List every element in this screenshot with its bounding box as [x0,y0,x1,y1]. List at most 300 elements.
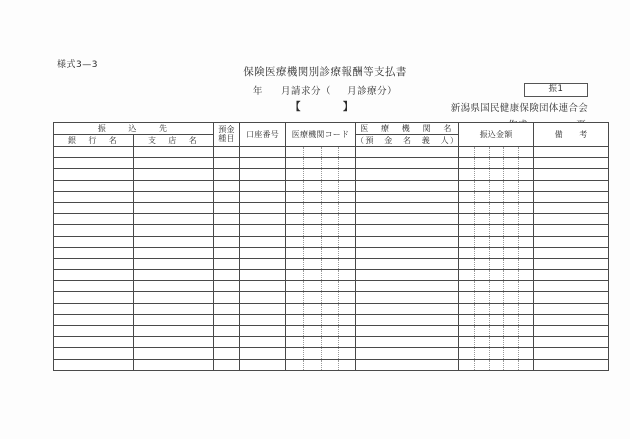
cell-subdividers [286,237,355,247]
cell-remarks[interactable] [534,214,609,225]
cell-branch-name[interactable] [134,202,214,213]
dotted-divider [321,225,322,235]
cell-account-number[interactable] [240,258,286,269]
cell-branch-name[interactable] [134,303,214,314]
cell-transfer-amount[interactable] [459,270,534,281]
cell-remarks[interactable] [534,326,609,337]
cell-transfer-amount[interactable] [459,236,534,247]
cell-branch-name[interactable] [134,169,214,180]
cell-bank-name[interactable] [54,214,134,225]
cell-subdividers [286,315,355,325]
cell-remarks[interactable] [534,169,609,180]
cell-account-number[interactable] [240,281,286,292]
dotted-divider [338,360,339,370]
cell-account-number[interactable] [240,326,286,337]
cell-remarks[interactable] [534,202,609,213]
table-row[interactable] [54,158,609,169]
dotted-divider [474,192,475,202]
dotted-divider [321,169,322,179]
cell-transfer-amount[interactable] [459,348,534,359]
cell-transfer-amount[interactable] [459,202,534,213]
cell-account-number[interactable] [240,158,286,169]
cell-deposit-type[interactable] [214,292,240,303]
table-row[interactable] [54,236,609,247]
cell-subdividers [286,348,355,358]
cell-medical-institution-name[interactable] [356,281,459,292]
dotted-divider [503,147,504,157]
cell-medical-institution-name[interactable] [356,214,459,225]
cell-transfer-amount[interactable] [459,314,534,325]
dotted-divider [321,315,322,325]
cell-bank-name[interactable] [54,169,134,180]
dotted-divider [321,337,322,347]
cell-subdividers [459,259,533,269]
cell-branch-name[interactable] [134,348,214,359]
dotted-divider [338,225,339,235]
cell-bank-name[interactable] [54,191,134,202]
dotted-divider [338,248,339,258]
cell-remarks[interactable] [534,337,609,348]
cell-medical-institution-name[interactable] [356,303,459,314]
cell-bank-name[interactable] [54,147,134,158]
cell-deposit-type[interactable] [214,247,240,258]
cell-medical-institution-code[interactable] [286,337,356,348]
dotted-divider [321,326,322,336]
dotted-divider [518,326,519,336]
dotted-divider [503,304,504,314]
header-branch-name: 支 店 名 [134,135,214,147]
cell-bank-name[interactable] [54,292,134,303]
cell-subdividers [286,158,355,168]
cell-medical-institution-name[interactable] [356,225,459,236]
cell-branch-name[interactable] [134,236,214,247]
cell-account-number[interactable] [240,169,286,180]
cell-medical-institution-code[interactable] [286,236,356,247]
cell-subdividers [459,292,533,302]
dotted-divider [321,158,322,168]
cell-medical-institution-name[interactable] [356,247,459,258]
cell-account-number[interactable] [240,303,286,314]
cell-bank-name[interactable] [54,247,134,258]
table-row[interactable] [54,348,609,359]
cell-transfer-amount[interactable] [459,169,534,180]
dotted-divider [474,169,475,179]
cell-deposit-type[interactable] [214,281,240,292]
stamp-box: 振1 [524,83,588,97]
cell-bank-name[interactable] [54,225,134,236]
cell-bank-name[interactable] [54,359,134,370]
cell-medical-institution-code[interactable] [286,180,356,191]
cell-bank-name[interactable] [54,236,134,247]
cell-branch-name[interactable] [134,314,214,325]
cell-medical-institution-name[interactable] [356,337,459,348]
dotted-divider [489,169,490,179]
cell-medical-institution-name[interactable] [356,359,459,370]
dotted-divider [338,337,339,347]
cell-subdividers [459,169,533,179]
period-year-label: 年 [252,86,263,97]
cell-transfer-amount[interactable] [459,303,534,314]
deposit-type-line1: 預金 [218,125,235,135]
cell-medical-institution-name[interactable] [356,236,459,247]
cell-medical-institution-name[interactable] [356,292,459,303]
cell-medical-institution-code[interactable] [286,258,356,269]
dotted-divider [518,203,519,213]
cell-subdividers [459,315,533,325]
cell-branch-name[interactable] [134,180,214,191]
cell-remarks[interactable] [534,270,609,281]
dotted-divider [503,326,504,336]
cell-subdividers [286,147,355,157]
cell-medical-institution-code[interactable] [286,169,356,180]
dotted-divider [474,281,475,291]
cell-bank-name[interactable] [54,158,134,169]
cell-medical-institution-name[interactable] [356,348,459,359]
cell-medical-institution-code[interactable] [286,158,356,169]
dotted-divider [338,237,339,247]
table-row[interactable] [54,270,609,281]
cell-remarks[interactable] [534,147,609,158]
cell-subdividers [459,237,533,247]
cell-subdividers [286,304,355,314]
cell-remarks[interactable] [534,258,609,269]
cell-medical-institution-name[interactable] [356,258,459,269]
table-row[interactable] [54,225,609,236]
cell-deposit-type[interactable] [214,303,240,314]
dotted-divider [518,181,519,191]
dotted-divider [503,270,504,280]
cell-account-number[interactable] [240,214,286,225]
cell-deposit-type[interactable] [214,314,240,325]
cell-remarks[interactable] [534,180,609,191]
cell-branch-name[interactable] [134,147,214,158]
cell-account-number[interactable] [240,270,286,281]
dotted-divider [489,225,490,235]
cell-bank-name[interactable] [54,202,134,213]
cell-branch-name[interactable] [134,158,214,169]
cell-deposit-type[interactable] [214,202,240,213]
dotted-divider [338,181,339,191]
cell-subdividers [459,304,533,314]
dotted-divider [489,304,490,314]
cell-transfer-amount[interactable] [459,214,534,225]
table-row[interactable] [54,191,609,202]
dotted-divider [489,158,490,168]
dotted-divider [474,181,475,191]
cell-branch-name[interactable] [134,247,214,258]
dotted-divider [503,214,504,224]
cell-bank-name[interactable] [54,270,134,281]
cell-account-number[interactable] [240,348,286,359]
cell-branch-name[interactable] [134,359,214,370]
cell-subdividers [459,348,533,358]
dotted-divider [321,281,322,291]
cell-account-number[interactable] [240,147,286,158]
dotted-divider [489,315,490,325]
cell-bank-name[interactable] [54,303,134,314]
cell-subdividers [286,281,355,291]
cell-branch-name[interactable] [134,326,214,337]
cell-medical-institution-name[interactable] [356,202,459,213]
dotted-divider [321,181,322,191]
cell-account-number[interactable] [240,359,286,370]
cell-deposit-type[interactable] [214,180,240,191]
cell-branch-name[interactable] [134,191,214,202]
cell-transfer-amount[interactable] [459,292,534,303]
table-header [54,123,609,147]
table-row[interactable] [54,292,609,303]
cell-deposit-type[interactable] [214,258,240,269]
dotted-divider [474,315,475,325]
cell-branch-name[interactable] [134,270,214,281]
cell-transfer-amount[interactable] [459,281,534,292]
table-row[interactable] [54,202,609,213]
cell-deposit-type[interactable] [214,326,240,337]
dotted-divider [503,248,504,258]
bracket-close: 】 [342,102,354,113]
dotted-divider [321,270,322,280]
dotted-divider [489,192,490,202]
cell-medical-institution-code[interactable] [286,147,356,158]
cell-account-number[interactable] [240,180,286,191]
cell-medical-institution-name[interactable] [356,326,459,337]
cell-branch-name[interactable] [134,292,214,303]
dotted-divider [474,237,475,247]
dotted-divider [503,348,504,358]
cell-bank-name[interactable] [54,326,134,337]
dotted-divider [518,315,519,325]
dotted-divider [303,237,304,247]
dotted-divider [474,203,475,213]
dotted-divider [518,192,519,202]
cell-account-number[interactable] [240,337,286,348]
dotted-divider [303,158,304,168]
dotted-divider [518,337,519,347]
header-account-number: 口座番号 [240,123,286,147]
table-row[interactable] [54,359,609,370]
form-code-label: 様式3—3 [57,60,98,70]
cell-medical-institution-name[interactable] [356,191,459,202]
cell-medical-institution-code[interactable] [286,281,356,292]
cell-account-number[interactable] [240,292,286,303]
dotted-divider [518,281,519,291]
table-row[interactable] [54,326,609,337]
cell-medical-institution-name[interactable] [356,180,459,191]
cell-deposit-type[interactable] [214,191,240,202]
dotted-divider [321,348,322,358]
cell-medical-institution-code[interactable] [286,214,356,225]
cell-medical-institution-name[interactable] [356,270,459,281]
dotted-divider [321,360,322,370]
dotted-divider [518,360,519,370]
dotted-divider [321,147,322,157]
dotted-divider [474,326,475,336]
cell-medical-institution-name[interactable] [356,158,459,169]
cell-bank-name[interactable] [54,180,134,191]
dotted-divider [489,337,490,347]
cell-subdividers [459,214,533,224]
cell-deposit-type[interactable] [214,169,240,180]
cell-subdividers [459,147,533,157]
cell-account-number[interactable] [240,225,286,236]
cell-medical-institution-code[interactable] [286,191,356,202]
cell-remarks[interactable] [534,359,609,370]
cell-medical-institution-code[interactable] [286,303,356,314]
cell-subdividers [286,181,355,191]
cell-deposit-type[interactable] [214,270,240,281]
cell-deposit-type[interactable] [214,158,240,169]
cell-remarks[interactable] [534,314,609,325]
cell-account-number[interactable] [240,191,286,202]
cell-medical-institution-code[interactable] [286,225,356,236]
bracket-open: 【 [290,102,302,113]
table-row[interactable] [54,247,609,258]
table-row[interactable] [54,147,609,158]
table-row[interactable] [54,169,609,180]
cell-remarks[interactable] [534,281,609,292]
cell-medical-institution-code[interactable] [286,270,356,281]
dotted-divider [503,281,504,291]
dotted-divider [321,292,322,302]
cell-transfer-amount[interactable] [459,359,534,370]
dotted-divider [338,169,339,179]
header-row-top [54,123,609,135]
cell-bank-name[interactable] [54,314,134,325]
dotted-divider [474,158,475,168]
table-body [54,147,609,371]
cell-remarks[interactable] [534,225,609,236]
cell-subdividers [459,203,533,213]
cell-remarks[interactable] [534,236,609,247]
cell-deposit-type[interactable] [214,359,240,370]
cell-transfer-amount[interactable] [459,326,534,337]
dotted-divider [303,326,304,336]
cell-transfer-amount[interactable] [459,225,534,236]
cell-remarks[interactable] [534,191,609,202]
cell-transfer-amount[interactable] [459,158,534,169]
cell-medical-institution-code[interactable] [286,359,356,370]
cell-subdividers [459,326,533,336]
table-row[interactable] [54,314,609,325]
cell-subdividers [459,270,533,280]
page-title: 保険医療機関別診療報酬等支払書 [243,66,407,78]
dotted-divider [338,304,339,314]
dotted-divider [518,237,519,247]
cell-subdividers [459,181,533,191]
dotted-divider [338,292,339,302]
cell-subdividers [286,292,355,302]
table-row[interactable] [54,281,609,292]
cell-remarks[interactable] [534,247,609,258]
dotted-divider [338,259,339,269]
dotted-divider [321,248,322,258]
dotted-divider [303,248,304,258]
cell-subdividers [286,326,355,336]
cell-medical-institution-code[interactable] [286,247,356,258]
cell-transfer-amount[interactable] [459,180,534,191]
cell-medical-institution-code[interactable] [286,314,356,325]
dotted-divider [303,192,304,202]
dotted-divider [503,292,504,302]
cell-branch-name[interactable] [134,225,214,236]
dotted-divider [518,348,519,358]
table-row[interactable] [54,303,609,314]
table-row[interactable] [54,337,609,348]
cell-deposit-type[interactable] [214,236,240,247]
dotted-divider [518,169,519,179]
dotted-divider [338,214,339,224]
table-row[interactable] [54,258,609,269]
cell-transfer-amount[interactable] [459,191,534,202]
dotted-divider [503,203,504,213]
dotted-divider [503,192,504,202]
header-transfer-amount: 振込金額 [459,123,534,147]
cell-transfer-amount[interactable] [459,247,534,258]
dotted-divider [489,348,490,358]
cell-medical-institution-name[interactable] [356,147,459,158]
dotted-divider [338,270,339,280]
cell-deposit-type[interactable] [214,225,240,236]
cell-medical-institution-code[interactable] [286,348,356,359]
cell-transfer-amount[interactable] [459,258,534,269]
table-row[interactable] [54,180,609,191]
dotted-divider [474,348,475,358]
cell-remarks[interactable] [534,348,609,359]
cell-deposit-type[interactable] [214,147,240,158]
cell-deposit-type[interactable] [214,348,240,359]
dotted-divider [518,225,519,235]
cell-bank-name[interactable] [54,281,134,292]
cell-remarks[interactable] [534,292,609,303]
cell-transfer-amount[interactable] [459,337,534,348]
table-row[interactable] [54,214,609,225]
cell-bank-name[interactable] [54,337,134,348]
cell-bank-name[interactable] [54,348,134,359]
header-remarks: 備 考 [534,123,609,147]
cell-medical-institution-code[interactable] [286,202,356,213]
dotted-divider [518,270,519,280]
cell-branch-name[interactable] [134,258,214,269]
cell-branch-name[interactable] [134,337,214,348]
cell-branch-name[interactable] [134,214,214,225]
dotted-divider [518,248,519,258]
cell-deposit-type[interactable] [214,214,240,225]
dotted-divider [489,181,490,191]
cell-account-number[interactable] [240,202,286,213]
cell-subdividers [459,225,533,235]
cell-bank-name[interactable] [54,258,134,269]
payment-table-wrapper [53,122,588,371]
cell-account-number[interactable] [240,247,286,258]
cell-deposit-type[interactable] [214,337,240,348]
cell-remarks[interactable] [534,303,609,314]
cell-account-number[interactable] [240,314,286,325]
cell-subdividers [286,360,355,370]
dotted-divider [489,237,490,247]
cell-medical-institution-name[interactable] [356,169,459,180]
dotted-divider [303,225,304,235]
cell-account-number[interactable] [240,236,286,247]
cell-transfer-amount[interactable] [459,147,534,158]
cell-medical-institution-name[interactable] [356,314,459,325]
cell-medical-institution-code[interactable] [286,326,356,337]
dotted-divider [503,237,504,247]
cell-remarks[interactable] [534,158,609,169]
cell-medical-institution-code[interactable] [286,292,356,303]
dotted-divider [474,225,475,235]
cell-branch-name[interactable] [134,281,214,292]
dotted-divider [474,337,475,347]
